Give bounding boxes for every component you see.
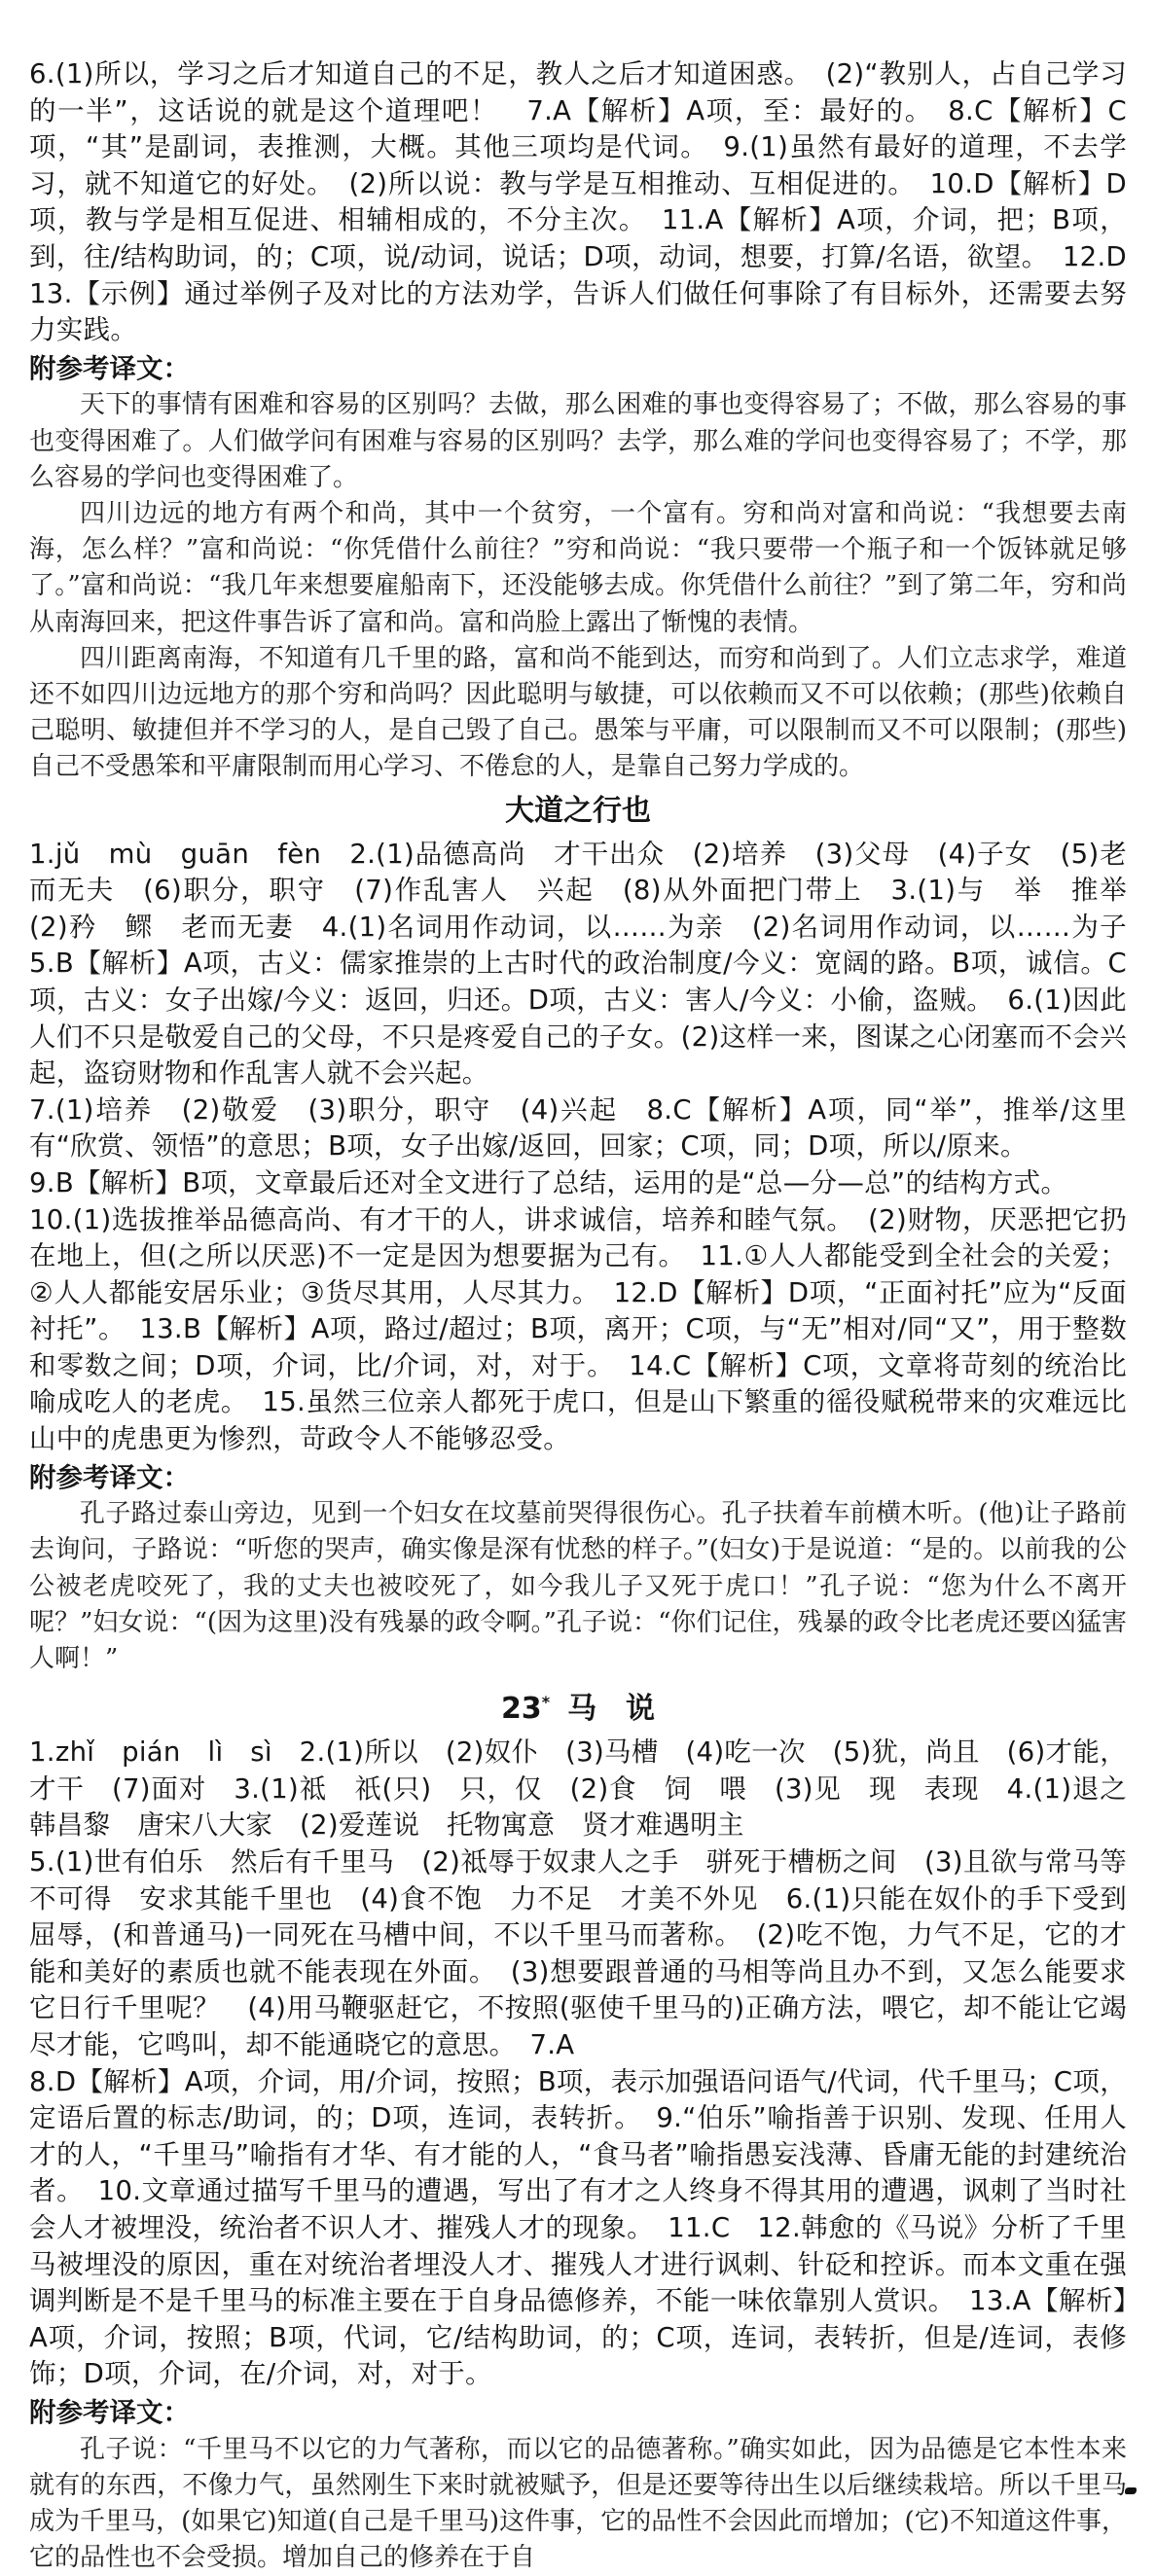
page-corner-mark (1125, 2487, 1137, 2494)
answer-paragraph: 10.(1)选拔推举品德高尚、有才干的人，讲求诚信，培养和睦气氛。 (2)财物，厌恶把它扔在地上，但(之所以厌恶)不一定是因为想要据为己有。 11.①人人都能受到全社会的关爱；②人人都能安居乐业；③货尽其用，人尽其力。 12.D【解析】D项，“正面衬托”应为“反面衬托”。 13.B【解析】A项，路过/超过；B项，离开；C项，与“无”相对/同“又”，用于整数和零数之间；D项，介词，比/介词，对，对于。 14.C【解析】C项，文章将苛刻的统治比喻成吃人的老虎。 15.虽然三位亲人都死于虎口，但是山下繁重的徭役赋税带来的灾难远比山中的虎患更为惨烈，苛政令人不能够忍受。 (29, 1202, 1127, 1458)
answer-paragraph: 8.D【解析】A项，介词，用/介词，按照；B项，表示加强语问语气/代词，代千里马；C项，定语后置的标志/助词，的；D项，连词，表转折。 9.“伯乐”喻指善于识别、发现、任用人才的人，“千里马”喻指有才华、有才能的人，“食马者”喻指愚妄浅薄、昏庸无能的封建统治者。 10.文章通过描写千里马的遭遇，写出了有才之人终身不得其用的遭遇，讽刺了当时社会人才被埋没，统治者不识人才、摧残人才的现象。 11.C 12.韩愈的《马说》分析了千里马被埋没的原因，重在对统治者埋没人才、摧残人才进行讽刺、针砭和控诉。而本文重在强调判断是不是千里马的标准主要在于自身品德修养，不能一味依靠别人赏识。 13.A【解析】A项，介词，按照；B项，代词，它/结构助词，的；C项，连词，表转折，但是/连词，表修饰；D项，介词，在/介词，对，对于。 (29, 2064, 1127, 2393)
answer-paragraph: 1.zhǐ pián lì sì 2.(1)所以 (2)奴仆 (3)马槽 (4)吃一次 (5)犹，尚且 (6)才能，才干 (7)面对 3.(1)祗 祇(只) 只，仅 (2)食 饲 喂 (3)见 现 表现 4.(1)退之 韩昌黎 唐宋八大家 (2)爱莲说 托物寓意 贤才难遇明主 (29, 1735, 1127, 1844)
section-title-text: 大道之行也 (505, 794, 651, 828)
section-title (29, 1679, 1127, 1733)
answer-paragraph: 6.(1)所以，学习之后才知道自己的不足，教人之后才知道困惑。 (2)“教别人，占自己学习的一半”，这话说的就是这个道理吧！ 7.A【解析】A项，至：最好的。 8.C【解析】C项，“其”是副词，表推测，大概。其他三项均是代词。 9.(1)虽然有最好的道理，不去学习，就不知道它的好处。 (2)所以说：教与学是互相推动、互相促进的。 10.D【解析】D项，教与学是相互促进、相辅相成的，不分主次。 11.A【解析】A项，介词，把；B项，到，往/结构助词，的；C项，说/动词，说话；D项，动词，想要，打算/名语，欲望。 12.D 13.【示例】通过举例子及对比的方法劝学，告诉人们做任何事除了有目标外，还需要去努力实践。 (29, 56, 1127, 349)
section-number: 23 (501, 1692, 542, 1726)
translation-label: 附参考译文： (29, 1460, 1127, 1497)
translation-paragraph: 天下的事情有困难和容易的区别吗？去做，那么困难的事也变得容易了；不做，那么容易的事也变得困难了。人们做学问有困难与容易的区别吗？去学，那么难的学问也变得容易了；不学，那么容易的学问也变得困难了。 (29, 387, 1127, 496)
answer-paragraph: 5.(1)世有伯乐 然后有千里马 (2)祗辱于奴隶人之手 骈死于槽枥之间 (3)且欲与常马等不可得 安求其能千里也 (4)食不饱 力不足 才美不外见 6.(1)只能在奴仆的手下受到屈辱，(和普通马)一同死在马槽中间，不以千里马而著称。 (2)吃不饱，力气不足，它的才能和美好的素质也就不能表现在外面。 (3)想要跟普通的马相等尚且办不到，又怎么能要求它日行千里呢？ (4)用马鞭驱赶它，不按照(驱使千里马的)正确方法，喂它，却不能让它竭尽才能，它鸣叫，却不能通晓它的意思。 7.A (29, 1844, 1127, 2064)
translation-paragraph: 孔子路过泰山旁边，见到一个妇女在坟墓前哭得很伤心。孔子扶着车前横木听。(他)让子路前去询问，子路说：“听您的哭声，确实像是深有忧愁的样子。”(妇女)于是说道：“是的。以前我的公公被老虎咬死了，我的丈夫也被咬死了，如今我儿子又死于虎口！”孔子说：“您为什么不离开呢？”妇女说：“(因为这里)没有残暴的政令啊。”孔子说：“你们记住，残暴的政令比老虎还要凶猛害人啊！” (29, 1496, 1127, 1677)
translation-paragraph: 四川边远的地方有两个和尚，其中一个贫穷，一个富有。穷和尚对富和尚说：“我想要去南海，怎么样？”富和尚说：“你凭借什么前往？”穷和尚说：“我只要带一个瓶子和一个饭钵就足够了。”富和尚说：“我几年来想要雇船南下，还没能够去成。你凭借什么前往？”到了第二年，穷和尚从南海回来，把这件事告诉了富和尚。富和尚脸上露出了惭愧的表情。 (29, 496, 1127, 641)
translation-paragraph: 孔子说：“千里马不以它的力气著称，而以它的品德著称。”确实如此，因为品德是它本性本来就有的东西，不像力气，虽然刚生下来时就被赋予，但是还要等待出生以后继续栽培。所以千里马成为千里马，(如果它)知道(自己是千里马)这件事，它的品性不会因此而增加；(它)不知道这件事，它的品性也不会受损。增加自己的修养在于自 (29, 2432, 1127, 2576)
section-title (29, 788, 1127, 835)
section-star: * (542, 1693, 550, 1711)
translation-label: 附参考译文： (29, 351, 1127, 388)
section-title-text: 马 说 (567, 1692, 655, 1726)
answer-paragraph: 1.jǔ mù guān fèn 2.(1)品德高尚 才干出众 (2)培养 (3)父母 (4)子女 (5)老而无夫 (6)职分，职守 (7)作乱害人 兴起 (8)从外面把门带上 3.(1)与 举 推举 (2)矜 鳏 老而无妻 4.(1)名词用作动词，以……为亲 (2)名词用作动词，以……为子 5.B【解析】A项，古义：儒家推崇的上古时代的政治制度/今义：宽阔的路。B项，诚信。C项，古义：女子出嫁/今义：返回，归还。D项，古义：害人/今义：小偷，盗贼。 6.(1)因此人们不只是敬爱自己的父母，不只是疼爱自己的子女。(2)这样一来，图谋之心闭塞而不会兴起，盗窃财物和作乱害人就不会兴起。 (29, 837, 1127, 1092)
answer-paragraph: 9.B【解析】B项，文章最后还对全文进行了总结，运用的是“总—分—总”的结构方式。 (29, 1165, 1127, 1202)
translation-paragraph: 四川距离南海，不知道有几千里的路，富和尚不能到达，而穷和尚到了。人们立志求学，难道还不如四川边远地方的那个穷和尚吗？因此聪明与敏捷，可以依赖而又不可以依赖；(那些)依赖自己聪明、敏捷但并不学习的人，是自己毁了自己。愚笨与平庸，可以限制而又不可以限制；(那些)自己不受愚笨和平庸限制而用心学习、不倦怠的人，是靠自己努力学成的。 (29, 641, 1127, 786)
answer-paragraph: 7.(1)培养 (2)敬爱 (3)职分，职守 (4)兴起 8.C【解析】A项，同“举”，推举/这里有“欣赏、领悟”的意思；B项，女子出嫁/返回，回家；C项，同；D项，所以/原来。 (29, 1092, 1127, 1165)
translation-label: 附参考译文： (29, 2395, 1127, 2432)
